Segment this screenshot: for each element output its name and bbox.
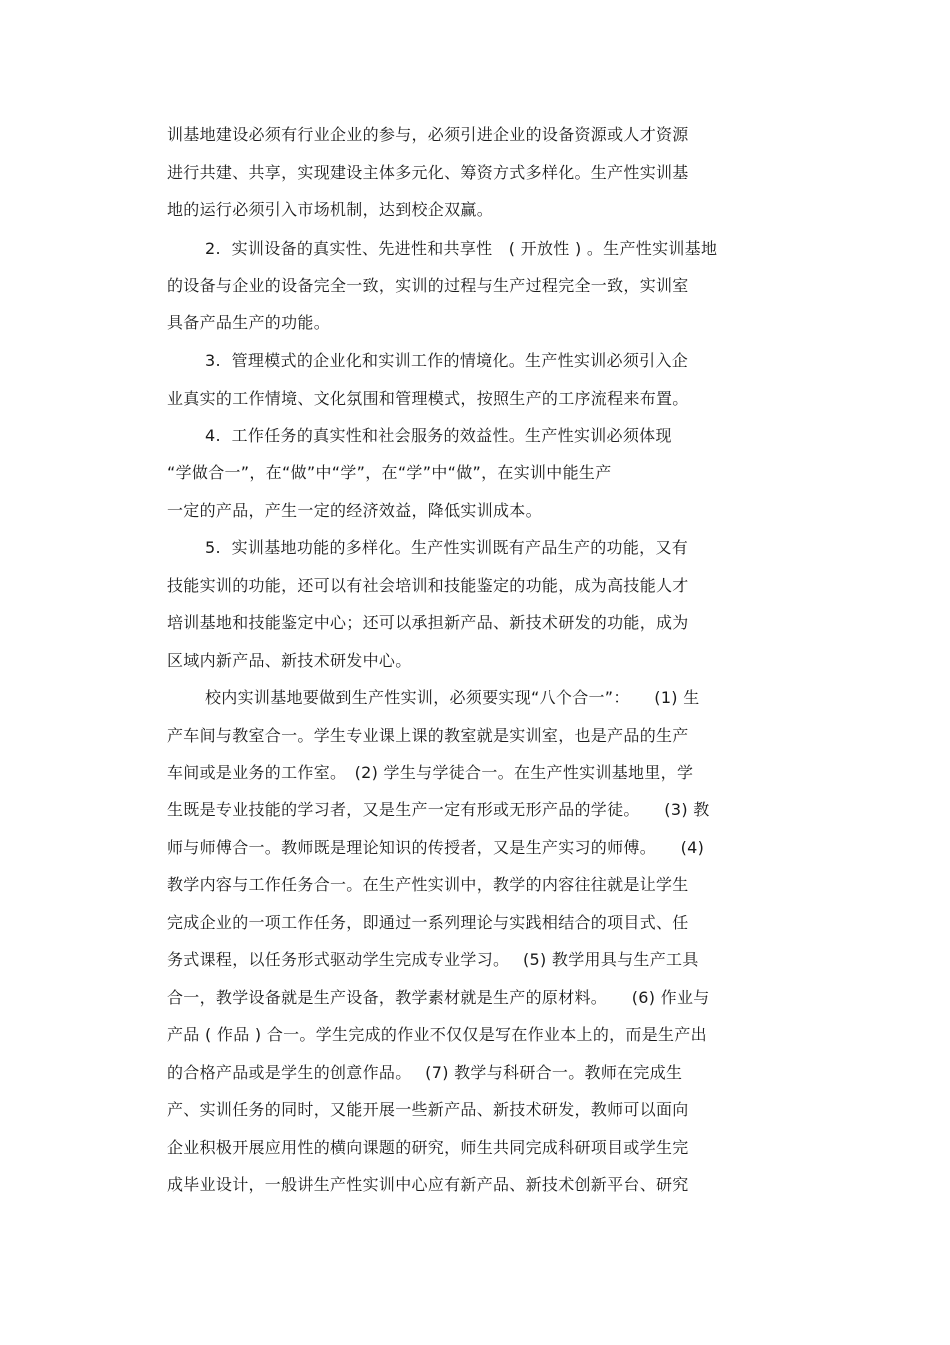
text-line: 3. 管理模式的企业化和实训工作的情境化。生产性实训必须引入企 xyxy=(205,351,689,370)
text-line: 4. 工作任务的真实性和社会服务的效益性。生产性实训必须体现 xyxy=(205,426,672,445)
text-line: 师与师傅合一。教师既是理论知识的传授者，又是生产实习的师傅。 (4) xyxy=(167,838,705,857)
text-line: 务式课程，以任务形式驱动学生完成专业学习。 (5) 教学用具与生产工具 xyxy=(167,950,699,969)
text-line: 产车间与教室合一。学生专业课上课的教室就是实训室，也是产品的生产 xyxy=(167,726,689,745)
text-line: 生既是专业技能的学习者，又是生产一定有形或无形产品的学徒。 (3) 教 xyxy=(167,800,710,819)
text-line: 车间或是业务的工作室。 (2) 学生与学徒合一。在生产性实训基地里，学 xyxy=(167,763,694,782)
text-line: 教学内容与工作任务合一。在生产性实训中，教学的内容往往就是让学生 xyxy=(167,875,689,894)
text-line: 2. 实训设备的真实性、先进性和共享性 ( 开放性 ) 。生产性实训基地 xyxy=(205,239,718,258)
text-line: 成毕业设计，一般讲生产性实训中心应有新产品、新技术创新平台、研究 xyxy=(167,1175,689,1194)
text-line: 校内实训基地要做到生产性实训，必须要实现“八个合一”： (1) 生 xyxy=(205,688,700,707)
text-line: 区域内新产品、新技术研发中心。 xyxy=(167,651,412,670)
text-line: 技能实训的功能，还可以有社会培训和技能鉴定的功能，成为高技能人才 xyxy=(167,576,689,595)
text-line: 的合格产品或是学生的创意作品。 (7) 教学与科研合一。教师在完成生 xyxy=(167,1063,683,1082)
text-line: 5. 实训基地功能的多样化。生产性实训既有产品生产的功能，又有 xyxy=(205,538,689,557)
text-line: 一定的产品，产生一定的经济效益，降低实训成本。 xyxy=(167,501,542,520)
text-line: 具备产品生产的功能。 xyxy=(167,313,331,332)
text-line: 产、实训任务的同时，又能开展一些新产品、新技术研发，教师可以面向 xyxy=(167,1100,689,1119)
text-line: 产品 ( 作品 ) 合一。学生完成的作业不仅仅是写在作业本上的，而是生产出 xyxy=(167,1025,707,1044)
text-line: “学做合一”，在“做”中“学”，在“学”中“做”，在实训中能生产 xyxy=(167,463,612,482)
text-line: 训基地建设必须有行业企业的参与，必须引进企业的设备资源或人才资源 xyxy=(167,125,689,144)
text-line: 地的运行必须引入市场机制，达到校企双赢。 xyxy=(167,200,494,219)
text-line: 的设备与企业的设备完全一致，实训的过程与生产过程完全一致，实训室 xyxy=(167,276,689,295)
text-line: 培训基地和技能鉴定中心；还可以承担新产品、新技术研发的功能，成为 xyxy=(167,613,689,632)
text-line: 合一，教学设备就是生产设备，教学素材就是生产的原材料。 (6) 作业与 xyxy=(167,988,710,1007)
text-line: 业真实的工作情境、文化氛围和管理模式，按照生产的工序流程来布置。 xyxy=(167,389,689,408)
text-line: 企业积极开展应用性的横向课题的研究，师生共同完成科研项目或学生完 xyxy=(167,1138,689,1157)
text-line: 完成企业的一项工作任务，即通过一系列理论与实践相结合的项目式、任 xyxy=(167,913,689,932)
text-line: 进行共建、共享，实现建设主体多元化、筹资方式多样化。生产性实训基 xyxy=(167,163,689,182)
